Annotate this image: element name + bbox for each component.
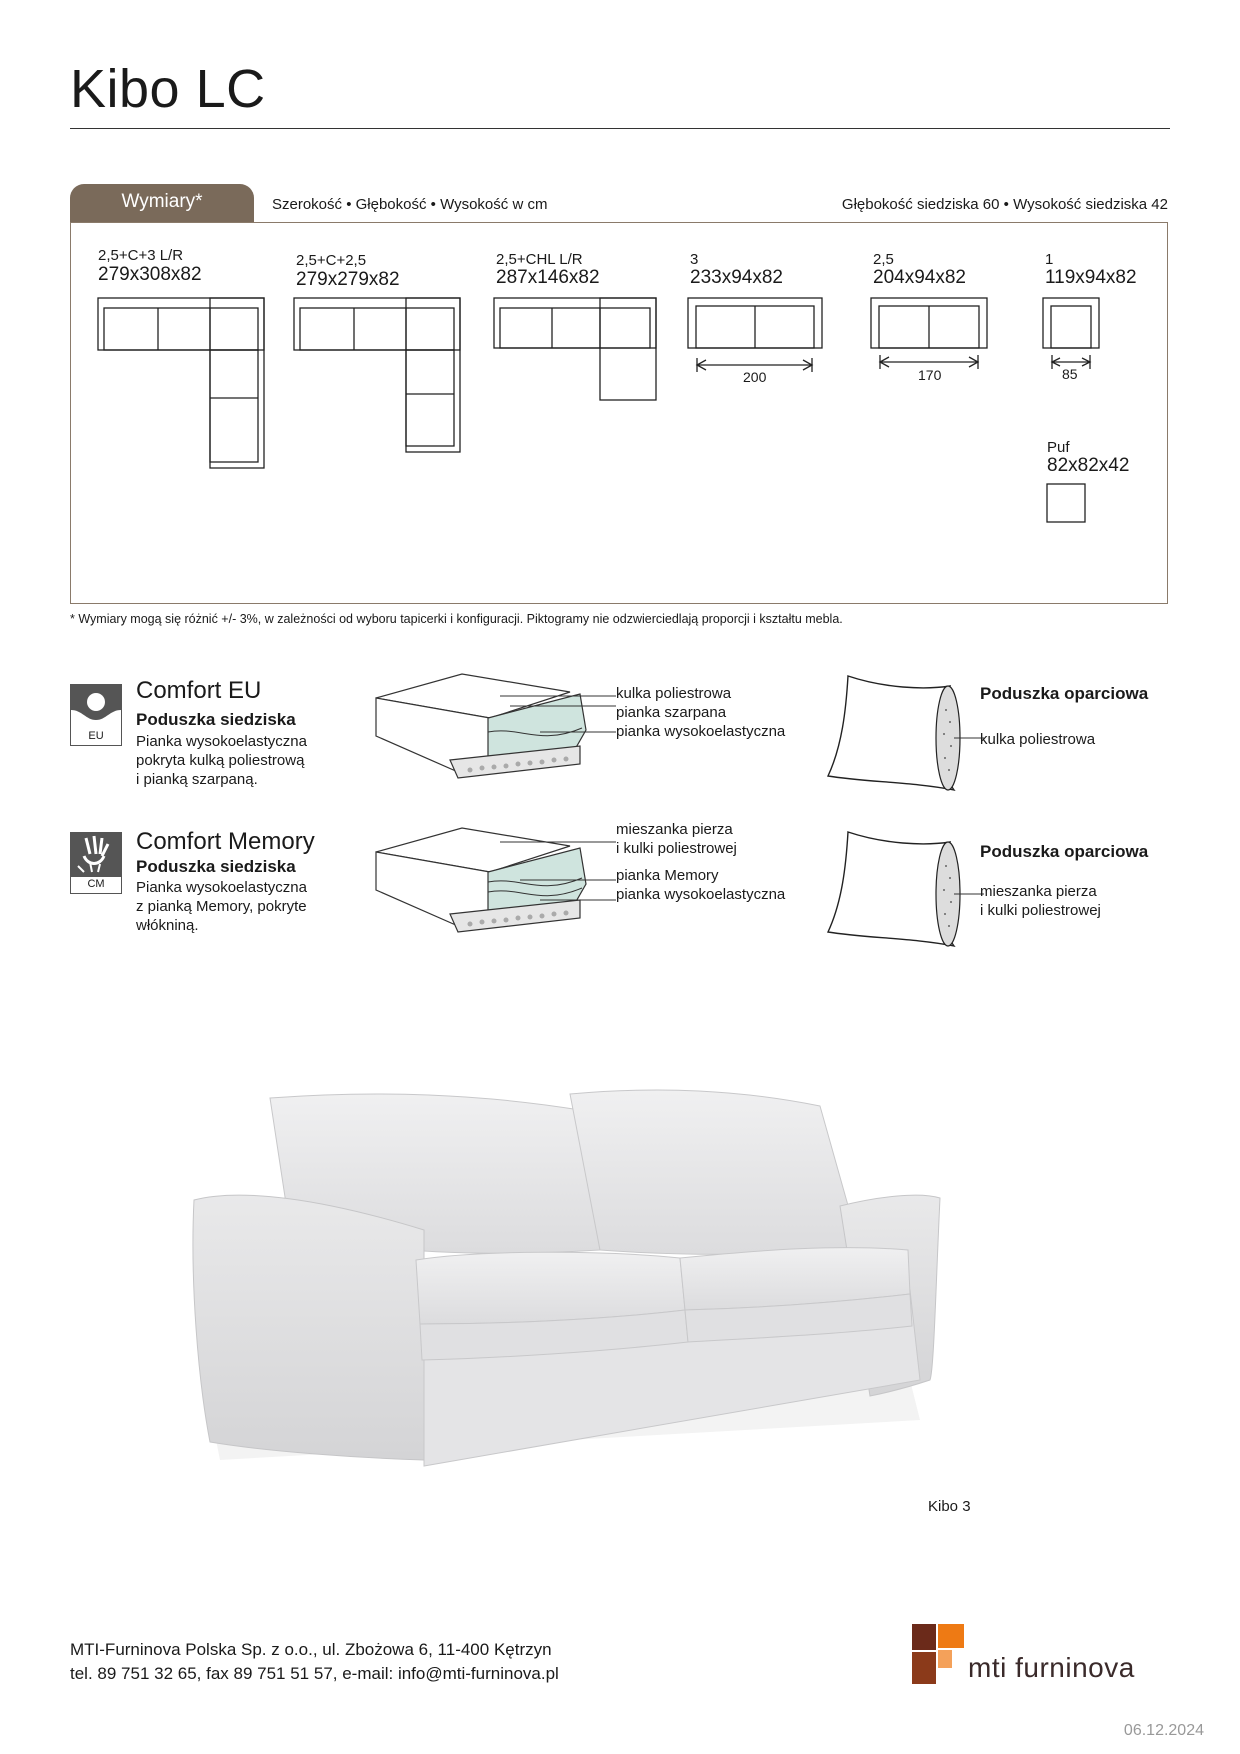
comfort-title: Comfort Memory bbox=[136, 828, 315, 855]
dimensions-tab: Wymiary* bbox=[70, 184, 254, 222]
config-code: 2,5+C+2,5 bbox=[296, 252, 367, 269]
document-date: 06.12.2024 bbox=[1123, 1722, 1204, 1739]
company-address: MTI-Furninova Polska Sp. z o.o., ul. Zbożowa 6, 11-400 Kętrzyn tel. 89 751 32 65, fax 89 751 51 57, e-mail: info@mti-furninova.pl bbox=[70, 1640, 559, 1683]
comfort-title: Comfort EU bbox=[136, 677, 262, 704]
back-cushion-illustration bbox=[824, 670, 984, 800]
config-code: 2,5 bbox=[873, 251, 894, 268]
config-size: 82x82x42 bbox=[1047, 455, 1130, 476]
back-cushion-title: Poduszka oparciowa bbox=[980, 842, 1149, 861]
seat-label: mieszanka pierza i kulki poliestrowej bbox=[616, 821, 737, 857]
dimensions-legend: Szerokość • Głębokość • Wysokość w cm bbox=[272, 196, 548, 213]
seat-label: kulka poliestrowa pianka szarpana bbox=[616, 685, 732, 721]
back-cushion-illustration bbox=[824, 826, 984, 956]
seat-label: pianka wysokoelastyczna bbox=[616, 723, 786, 740]
seat-info: Głębokość siedziska 60 • Wysokość siedziska 42 bbox=[841, 196, 1168, 213]
config-size: 233x94x82 bbox=[690, 267, 783, 288]
dimensions-note: * Wymiary mogą się różnić +/- 3%, w zależności od wyboru tapicerki i konfiguracji. Piktogramy nie odzwierciedlają proporcji i kształtu mebla. bbox=[70, 612, 843, 626]
config-code: 2,5+C+3 L/R bbox=[98, 247, 184, 264]
seat-cushion-cutaway bbox=[370, 826, 630, 936]
page-title: Kibo LC bbox=[70, 59, 266, 119]
config-size: 279x279x82 bbox=[296, 269, 400, 290]
configuration-pictograms bbox=[0, 0, 1240, 620]
config-code: 1 bbox=[1045, 251, 1054, 268]
config-size: 119x94x82 bbox=[1045, 267, 1137, 288]
config-size: 279x308x82 bbox=[98, 264, 202, 285]
back-cushion-label: kulka poliestrowa bbox=[980, 731, 1096, 748]
comfort-description: Pianka wysokoelastyczna z pianką Memory, pokryte włókniną. bbox=[136, 879, 307, 934]
comfort-subtitle: Poduszka siedziska bbox=[136, 710, 296, 729]
comfort-badge: EU bbox=[88, 730, 104, 742]
brand-logo-icon bbox=[910, 1622, 966, 1686]
config-size: 204x94x82 bbox=[873, 267, 966, 288]
comfort-subtitle: Poduszka siedziska bbox=[136, 857, 296, 876]
comfort-badge: CM bbox=[87, 878, 105, 890]
back-cushion-label: mieszanka pierza i kulki poliestrowej bbox=[980, 883, 1101, 919]
seat-width-label: 170 bbox=[918, 367, 942, 383]
seat-width-label: 200 bbox=[743, 369, 767, 385]
sofa-photo bbox=[180, 1080, 1030, 1480]
photo-caption: Kibo 3 bbox=[928, 1498, 971, 1515]
seat-cushion-cutaway bbox=[370, 672, 630, 780]
seat-label: pianka Memory pianka wysokoelastyczna bbox=[616, 867, 786, 903]
config-size: 287x146x82 bbox=[496, 267, 600, 288]
config-code: 2,5+CHL L/R bbox=[496, 251, 583, 268]
brand-name: mti furninova bbox=[968, 1652, 1135, 1683]
comfort-description: Pianka wysokoelastyczna pokryta kulką poliestrową i pianką szarpaną. bbox=[136, 733, 307, 788]
config-code: 3 bbox=[690, 251, 699, 268]
config-code: Puf bbox=[1047, 439, 1070, 456]
seat-width-label: 85 bbox=[1062, 366, 1078, 382]
back-cushion-title: Poduszka oparciowa bbox=[980, 684, 1149, 703]
